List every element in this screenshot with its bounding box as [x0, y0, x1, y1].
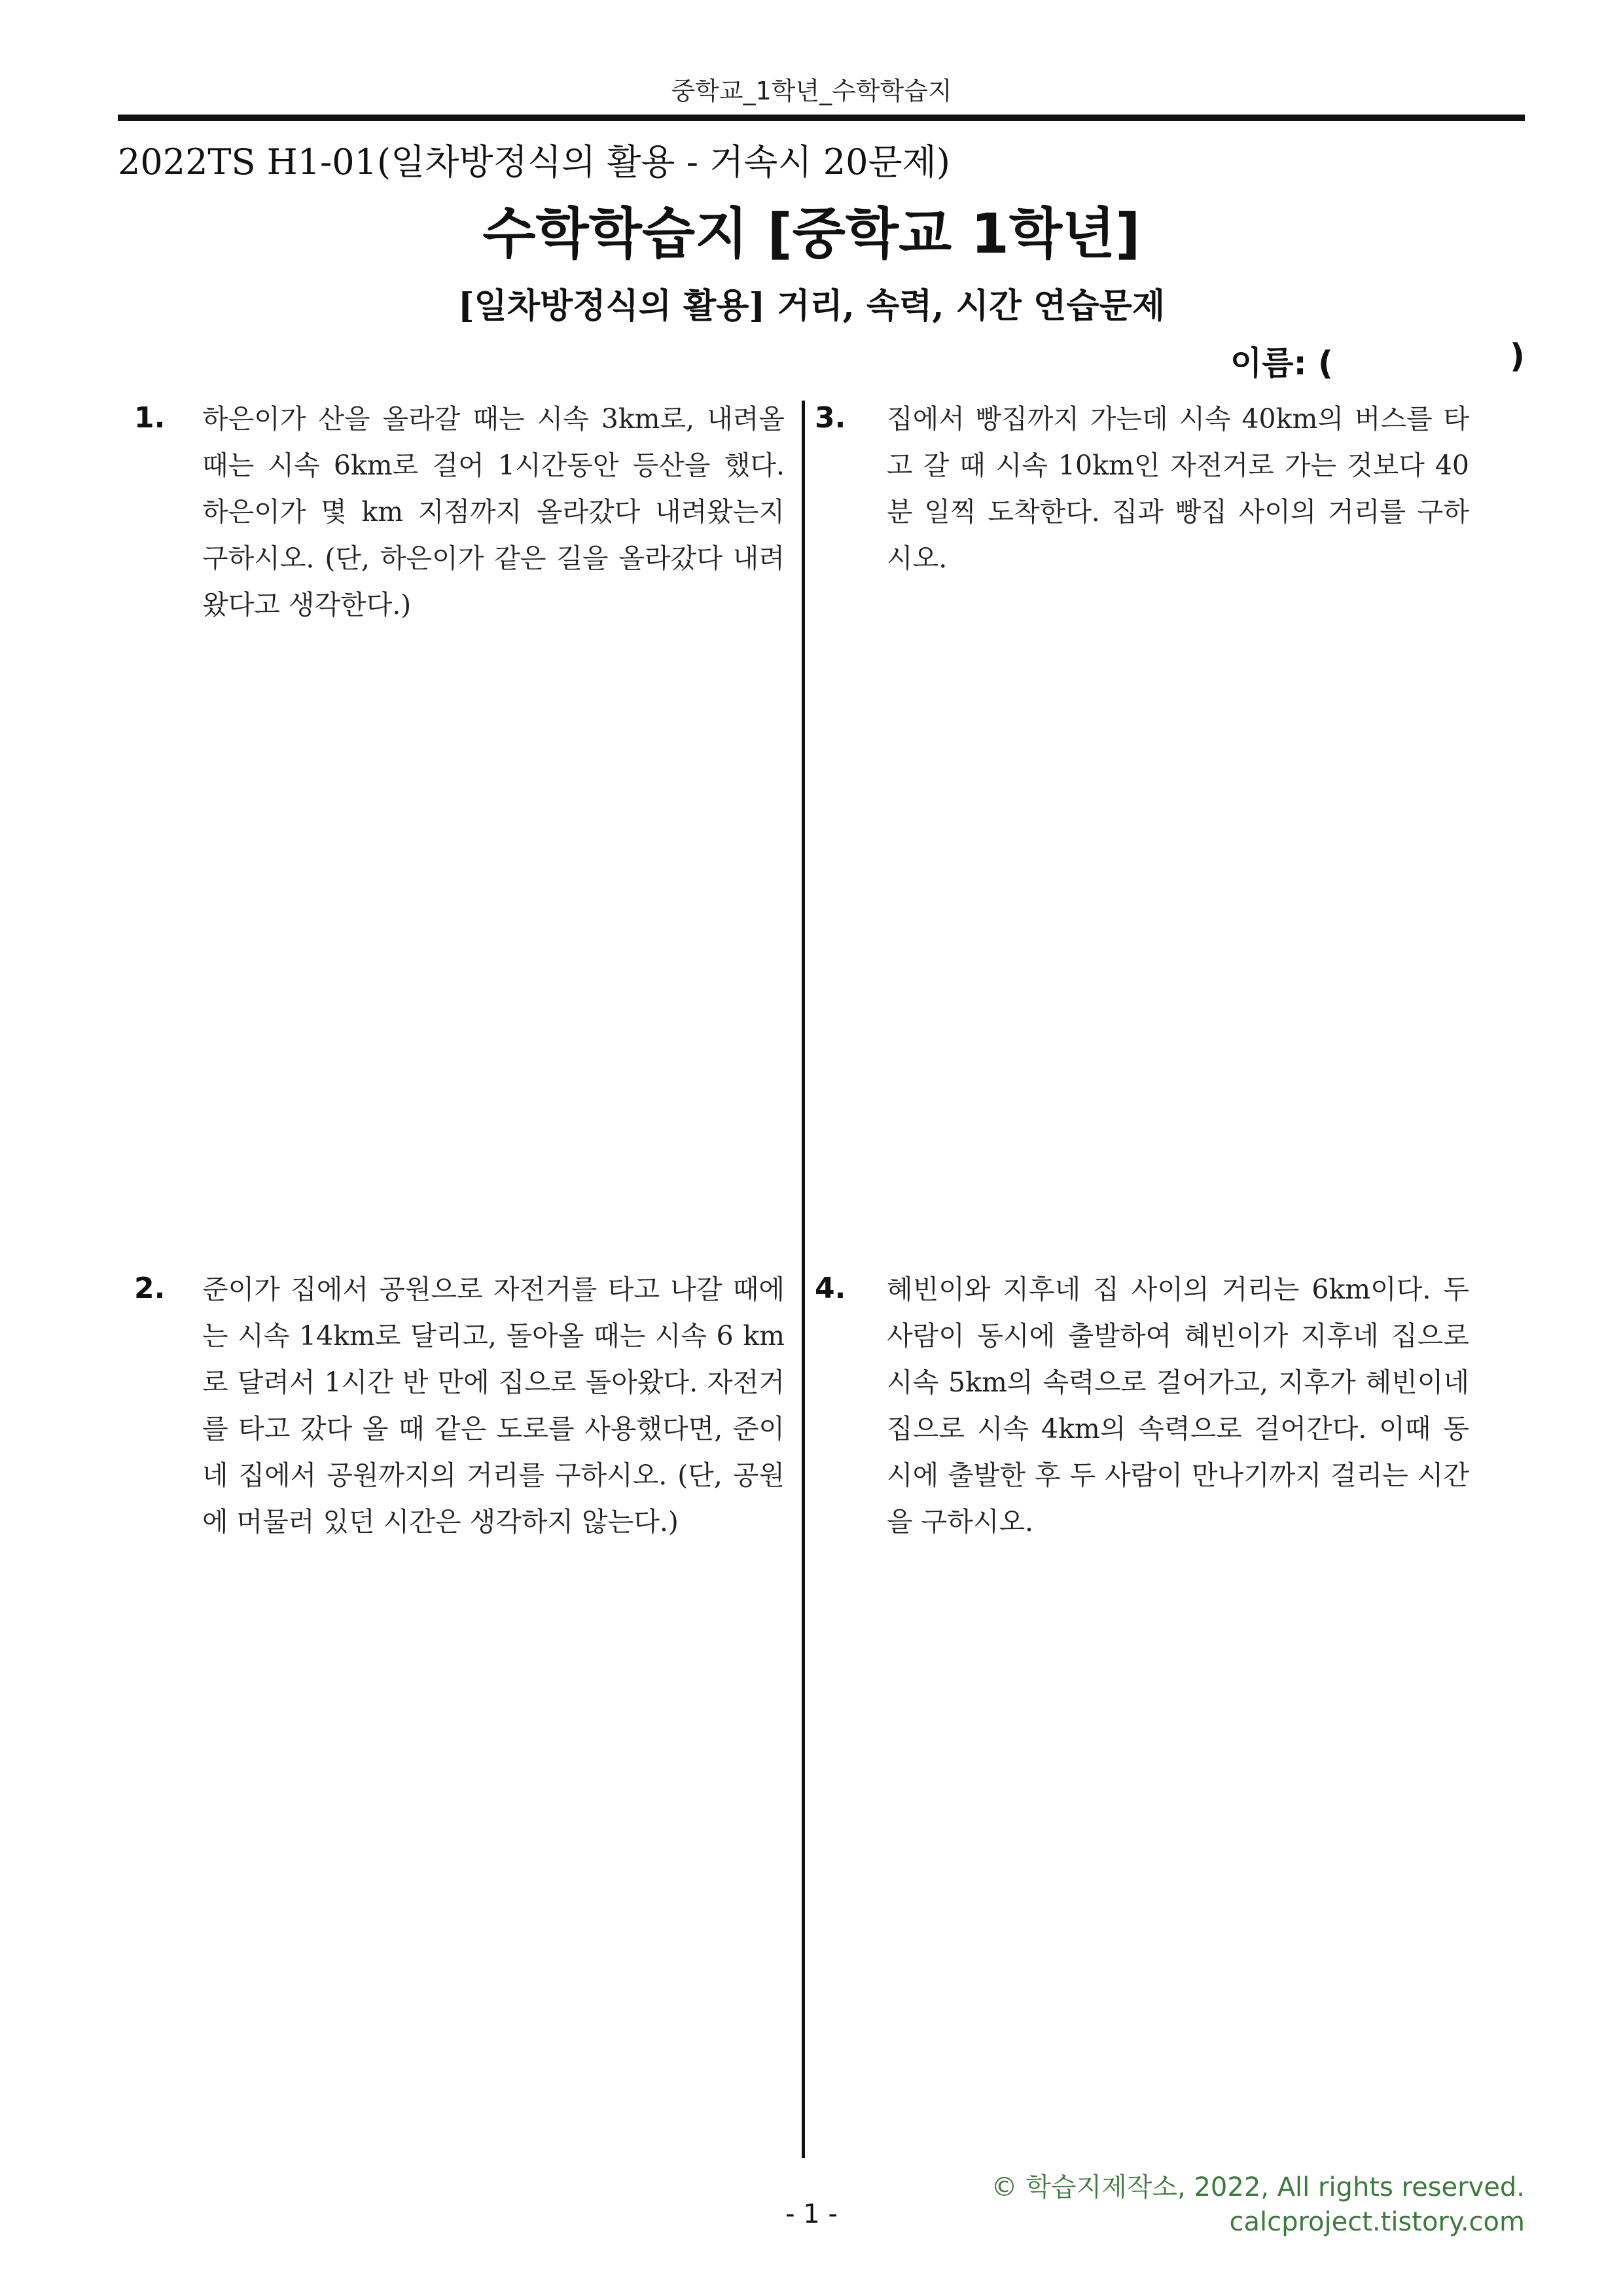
problem-text: 집에서 빵집까지 가는데 시속 40km의 버스를 타고 갈 때 시속 10km인 자전거로 가는 것보다 40분 일찍 도착한다. 집과 빵집 사이의 거리를 구하시오.: [887, 403, 1469, 574]
problem-text: 하은이가 산을 올라갈 때는 시속 3km로, 내려올 때는 시속 6km로 걸어 1시간동안 등산을 했다. 하은이가 몇 km 지점까지 올라갔다 내려왔는지 구하시오. (단, 하은이가 같은 길을 올라갔다 내려왔다고 생각한다.): [202, 403, 785, 620]
problem-number: 4.: [815, 1272, 846, 1305]
problem-number: 2.: [134, 1272, 166, 1305]
name-field: [1230, 337, 1525, 383]
page-title: 수학학습지 [중학교 1학년]: [482, 202, 1141, 266]
problem-number: 3.: [815, 401, 846, 435]
column-divider: [802, 401, 805, 2158]
running-header: 중학교_1학년_수학학습지: [671, 77, 952, 105]
page-subtitle: [일차방정식의 활용] 거리, 속력, 시간 연습문제: [457, 286, 1166, 326]
site-url: calcproject.tistory.com: [1229, 2207, 1525, 2237]
problem-number: 1.: [134, 401, 166, 435]
page-number: - 1 -: [785, 2199, 838, 2229]
header-rule: [118, 115, 1525, 121]
problem-text: 준이가 집에서 공원으로 자전거를 타고 나갈 때에는 시속 14km로 달리고, 돌아올 때는 시속 6 km로 달려서 1시간 반 만에 집으로 돌아왔다. 자전거를 타고 갔다 올 때 같은 도로를 사용했다면, 준이네 집에서 공원까지의 거리를 구하시오. (단, 공원에 머물러 있던 시간은 생각하지 않는다.): [202, 1274, 785, 1537]
copyright-notice: © 학습지제작소, 2022, All rights reserved.: [991, 2172, 1525, 2202]
name-close-paren: ): [1510, 337, 1525, 375]
document-code: 2022TS H1-01(일차방정식의 활용 - 거속시 20문제): [118, 141, 950, 183]
problem-text: 혜빈이와 지후네 집 사이의 거리는 6km이다. 두 사람이 동시에 출발하여 혜빈이가 지후네 집으로 시속 5km의 속력으로 걸어가고, 지후가 혜빈이네 집으로 시속 4km의 속력으로 걸어간다. 이때 동시에 출발한 후 두 사람이 만나기까지 걸리는 시간을 구하시오.: [887, 1274, 1469, 1537]
name-label: 이름: (: [1230, 344, 1333, 382]
